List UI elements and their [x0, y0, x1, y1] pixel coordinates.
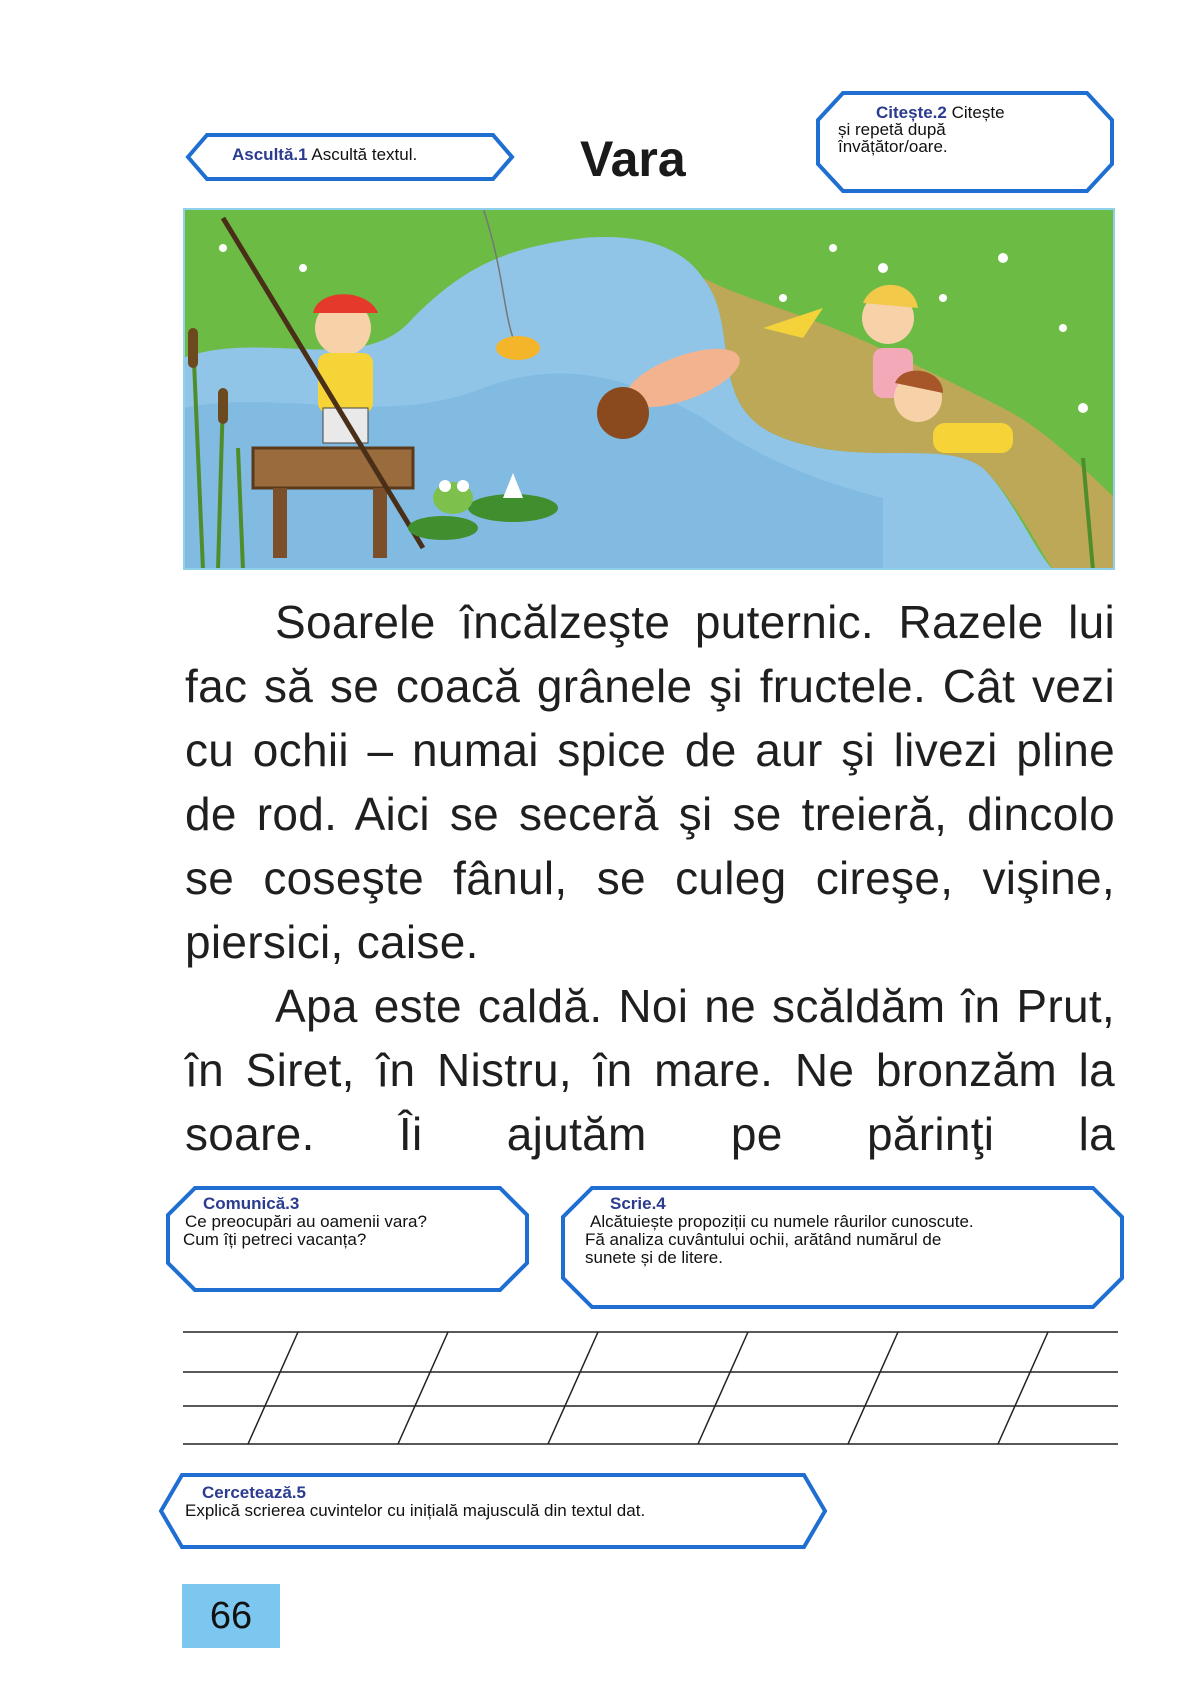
read-task-text-3: învățător/oare. — [838, 137, 948, 156]
listen-task-text: Ascultă textul. — [311, 145, 418, 164]
writing-practice-lines — [183, 1330, 1118, 1450]
story-paragraph-2: Apa este caldă. Noi ne scăldăm în Prut, în Siret, în Nistru, în mare. Ne bronzăm la soare. Îi ajutăm pe părinţi la — [185, 980, 1115, 1160]
research-task-label: Cercetează.5 — [202, 1483, 306, 1502]
read-task-text-2: și repetă după — [838, 120, 946, 139]
communicate-task — [183, 1195, 523, 1249]
research-task — [185, 1484, 815, 1520]
write-task — [585, 1195, 1115, 1267]
story-paragraph-1: Soarele încălzeşte puternic. Razele lui fac să se coacă grânele şi fructele. Cât vezi cu ochii – numai spice de aur şi livezi pline de rod. Aici se seceră şi se treieră, dincolo se coseşte fânul, se culeg cireşe, vişine, piersici, caise. — [185, 596, 1115, 968]
read-task-text-1: Citește — [951, 103, 1005, 122]
listen-task — [232, 146, 417, 164]
write-task-line-3: sunete și de litere. — [585, 1248, 723, 1267]
read-task — [838, 104, 1098, 155]
story-text — [185, 590, 1115, 1166]
communicate-task-line-2: Cum îți petreci vacanța? — [183, 1230, 367, 1249]
write-task-line-1: Alcătuiește propoziții cu numele râurilor cunoscute. — [590, 1212, 974, 1231]
write-task-line-2: Fă analiza cuvântului ochii, arătând numărul de — [585, 1230, 942, 1249]
read-task-label: Citește.2 — [876, 103, 947, 122]
summer-illustration — [183, 208, 1115, 570]
communicate-task-label: Comunică.3 — [203, 1194, 300, 1213]
page-title: Vara — [580, 131, 686, 187]
research-task-text: Explică scrierea cuvintelor cu inițială majusculă din textul dat. — [185, 1501, 646, 1520]
page-number: 66 — [182, 1584, 280, 1648]
listen-task-label: Ascultă.1 — [232, 145, 308, 164]
write-task-label: Scrie.4 — [610, 1194, 666, 1213]
communicate-task-line-1: Ce preocupări au oamenii vara? — [185, 1212, 427, 1231]
